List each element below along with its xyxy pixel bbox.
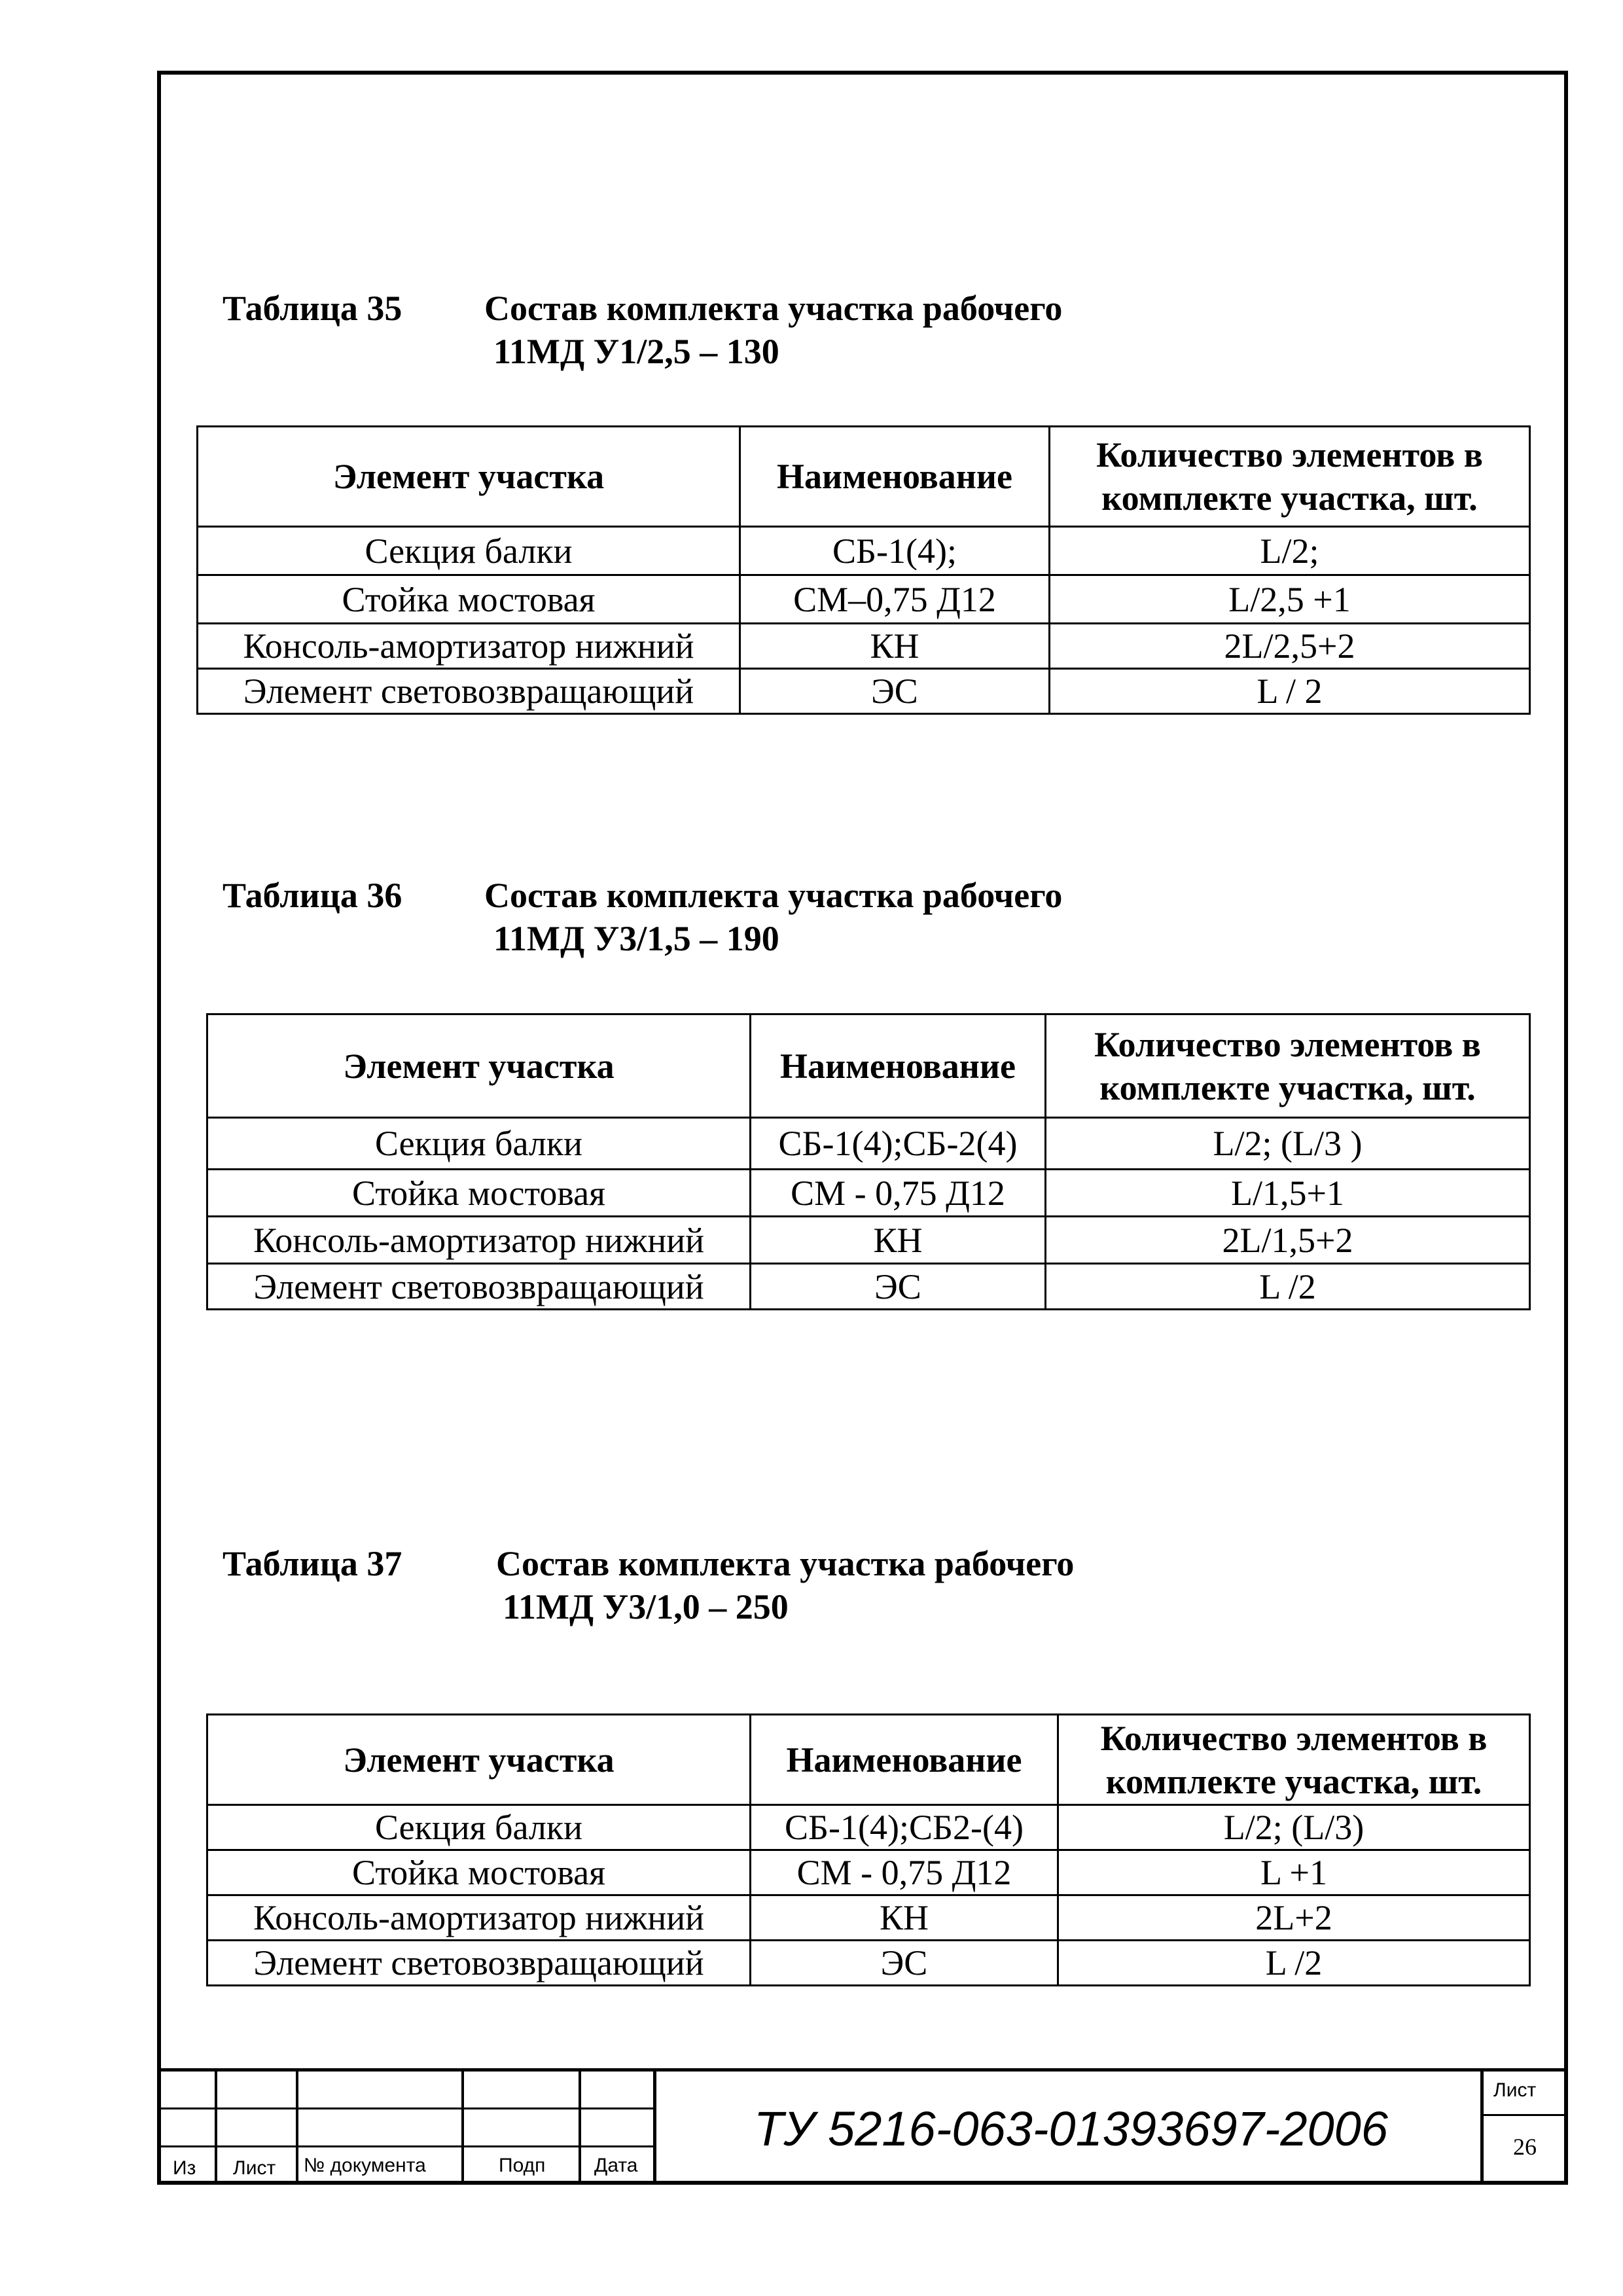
table-row (198, 527, 1530, 575)
cell-element: Секция балки (207, 1805, 751, 1850)
title-block-col-line (461, 2068, 464, 2185)
label-signature: Подп (499, 2155, 546, 2176)
header-element: Элемент участка (198, 427, 740, 527)
cell-quantity: 2L/1,5+2 (1046, 1217, 1530, 1264)
cell-quantity: L/2; (L/3) (1058, 1805, 1530, 1850)
label-change: Из (173, 2157, 196, 2179)
cell-name: СБ-1(4);СБ-2(4) (751, 1118, 1046, 1170)
table-35-title: Состав комплекта участка рабочего (484, 289, 1063, 328)
cell-quantity: 2L/2,5+2 (1050, 624, 1530, 669)
cell-name: ЭС (751, 1941, 1058, 1986)
table-row (207, 1217, 1530, 1264)
table-row (207, 1264, 1530, 1310)
table-row (207, 1170, 1530, 1217)
cell-element: Стойка мостовая (198, 575, 740, 624)
cell-name: КН (751, 1895, 1058, 1941)
title-block-col-line (653, 2068, 656, 2185)
table-header-row (207, 1715, 1530, 1805)
title-block-col-line (1480, 2068, 1484, 2185)
sheet-number: 26 (1513, 2134, 1537, 2160)
cell-quantity: 2L+2 (1058, 1895, 1530, 1941)
title-block-col-line (296, 2068, 298, 2185)
cell-quantity: L /2 (1058, 1941, 1530, 1986)
header-quantity: Количество элементов в комплекте участка, шт. (1050, 427, 1530, 527)
cell-name: КН (751, 1217, 1046, 1264)
label-document-number: № документа (304, 2155, 426, 2176)
cell-name: СМ - 0,75 Д12 (751, 1170, 1046, 1217)
table-36-subtitle: 11МД У3/1,5 – 190 (493, 919, 779, 958)
cell-element: Элемент световозвращающий (207, 1941, 751, 1986)
cell-element: Консоль-амортизатор нижний (207, 1895, 751, 1941)
table-37-subtitle: 11МД У3/1,0 – 250 (503, 1587, 789, 1626)
cell-quantity: L / 2 (1050, 669, 1530, 714)
title-block-sheet-divider (1480, 2114, 1568, 2116)
header-name: Наименование (740, 427, 1050, 527)
cell-element: Стойка мостовая (207, 1850, 751, 1895)
table-36-title: Состав комплекта участка рабочего (484, 876, 1063, 915)
cell-element: Стойка мостовая (207, 1170, 751, 1217)
cell-quantity: L/2; (1050, 527, 1530, 575)
title-block (157, 2068, 1568, 2185)
table-row (207, 1805, 1530, 1850)
cell-name: СМ–0,75 Д12 (740, 575, 1050, 624)
cell-quantity: L/2; (L/3 ) (1046, 1118, 1530, 1170)
table-35 (196, 425, 1531, 715)
cell-element: Элемент световозвращающий (207, 1264, 751, 1310)
cell-name: ЭС (740, 669, 1050, 714)
table-37-number: Таблица 37 (223, 1544, 402, 1583)
table-37 (206, 1713, 1531, 1986)
table-row (207, 1895, 1530, 1941)
cell-quantity: L/2,5 +1 (1050, 575, 1530, 624)
header-element: Элемент участка (207, 1715, 751, 1805)
cell-name: СБ-1(4); (740, 527, 1050, 575)
table-row (207, 1850, 1530, 1895)
label-sheet: Лист (233, 2157, 276, 2179)
table-row (207, 1118, 1530, 1170)
table-header-row (198, 427, 1530, 527)
sheet-label: Лист (1493, 2079, 1537, 2101)
header-name: Наименование (751, 1014, 1046, 1118)
header-name: Наименование (751, 1715, 1058, 1805)
label-date: Дата (594, 2155, 638, 2176)
header-quantity: Количество элементов в комплекте участка, шт. (1058, 1715, 1530, 1805)
title-block-col-line (215, 2068, 217, 2185)
cell-element: Секция балки (207, 1118, 751, 1170)
cell-element: Консоль-амортизатор нижний (207, 1217, 751, 1264)
document-code: ТУ 5216-063-01393697-2006 (754, 2102, 1388, 2156)
table-row (198, 624, 1530, 669)
cell-quantity: L +1 (1058, 1850, 1530, 1895)
table-35-number: Таблица 35 (223, 289, 402, 328)
table-36-number: Таблица 36 (223, 876, 402, 915)
table-row (198, 575, 1530, 624)
cell-name: ЭС (751, 1264, 1046, 1310)
table-35-subtitle: 11МД У1/2,5 – 130 (493, 332, 779, 371)
table-row (198, 669, 1530, 714)
title-block-col-line (579, 2068, 581, 2185)
cell-element: Элемент световозвращающий (198, 669, 740, 714)
cell-element: Консоль-амортизатор нижний (198, 624, 740, 669)
cell-element: Секция балки (198, 527, 740, 575)
header-quantity: Количество элементов в комплекте участка, шт. (1046, 1014, 1530, 1118)
table-36 (206, 1013, 1531, 1310)
table-37-title: Состав комплекта участка рабочего (496, 1544, 1075, 1583)
cell-name: СБ-1(4);СБ2-(4) (751, 1805, 1058, 1850)
table-header-row (207, 1014, 1530, 1118)
cell-quantity: L /2 (1046, 1264, 1530, 1310)
header-element: Элемент участка (207, 1014, 751, 1118)
table-row (207, 1941, 1530, 1986)
title-block-top-border (157, 2068, 1568, 2072)
cell-name: СМ - 0,75 Д12 (751, 1850, 1058, 1895)
cell-quantity: L/1,5+1 (1046, 1170, 1530, 1217)
cell-name: КН (740, 624, 1050, 669)
